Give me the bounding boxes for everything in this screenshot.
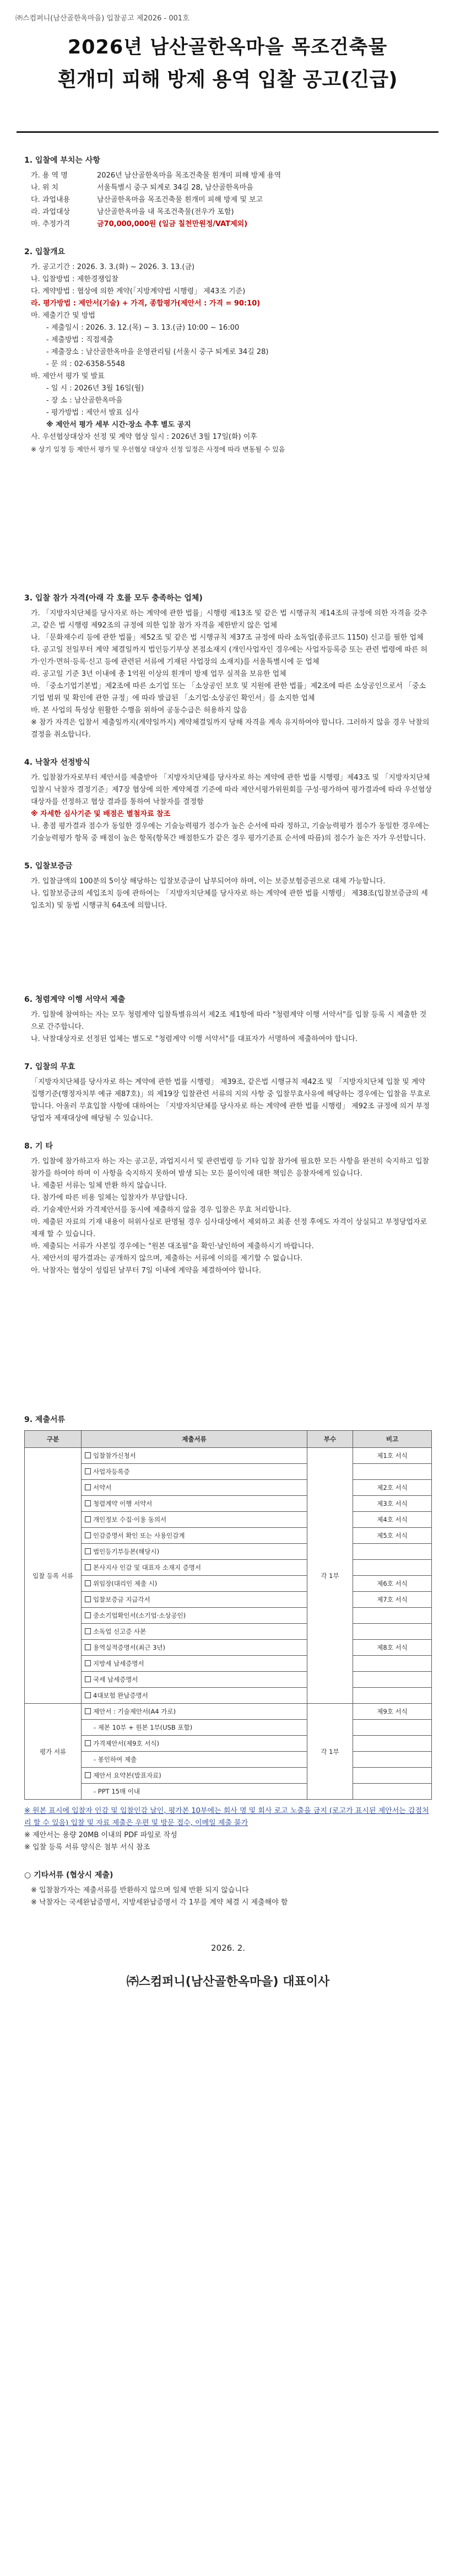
s1-row-price: 마. 추정가격 금70,000,000원 (일금 칠천만원정/VAT제외) — [31, 220, 248, 228]
s8-item: 라. 기술제안서와 가격제안서를 동시에 제출하지 않을 경우 입찰은 무효 처리합니다. — [31, 1206, 291, 1214]
document-name: 인감증명서 확인 또는 사용인감계 — [93, 1532, 185, 1539]
remark-cell — [353, 1688, 432, 1704]
document-name: 위임장(대리인 제출 시) — [93, 1580, 158, 1587]
s2-method: 나. 입찰방법 : 제한경쟁입찰 — [31, 275, 119, 283]
title-divider — [17, 131, 438, 133]
checkbox-icon — [85, 1676, 91, 1682]
s2-presentation-note: ※ 제안서 평가 세부 시간·장소 추후 별도 공지 — [46, 421, 191, 429]
document-name: 청렴계약 이행 서약서 — [93, 1500, 153, 1507]
footer-date: 2026. 2. — [210, 1943, 246, 1953]
checkbox-icon — [85, 1580, 91, 1586]
s3-item: 바. 본 사업의 특성상 원활한 수행을 위하여 공동수급은 허용하지 않음 — [31, 706, 247, 715]
remark-cell — [353, 1784, 432, 1800]
document-name: 제안서 요약본(발표자료) — [93, 1772, 161, 1779]
s8-item: 사. 제안서의 평가결과는 공개하지 않으며, 제출하는 서류에 이의를 제기할 수 없습니다. — [31, 1254, 303, 1263]
s8-item: 가. 입찰에 참가하고자 하는 자는 공고문, 과업지시서 및 관련법령 등 기타 입찰 참가에 필요한 모든 사항을 완전히 숙지하고 입찰 참가를 하여야 하며 이 사항을 숙지하지 못하여 발생 되는 모든 불이익에 대한 책임은 응찰자에게 있습니다. — [31, 1157, 430, 1178]
table-row — [25, 1608, 432, 1624]
s2-period: 가. 공고기간 : 2026. 3. 3.(화) ~ 2026. 3. 13.(금) — [31, 263, 195, 271]
s8-item: 다. 참가에 따른 비용 일체는 입찰자가 부담합니다. — [31, 1194, 188, 1202]
s1-row: 가. 용 역 명 2026년 남산골한옥마을 목조건축물 흰개미 피해 방제 용역 — [31, 171, 281, 180]
table-row — [25, 1768, 432, 1784]
table-row — [25, 1560, 432, 1576]
section-1-heading: 1. 입찰에 부치는 사항 — [24, 156, 100, 165]
document-name: 가격제안서(제9호 서식) — [93, 1740, 159, 1747]
remark-cell: 제8호 서식 — [353, 1640, 432, 1656]
col-documents: 제출서류 — [82, 1431, 307, 1448]
col-category: 구분 — [25, 1431, 82, 1448]
table-row — [25, 1704, 432, 1720]
section-7-heading: 7. 입찰의 무효 — [24, 1062, 75, 1071]
checkbox-icon — [85, 1596, 91, 1602]
remark-cell: 제1호 서식 — [353, 1448, 432, 1464]
table-row — [25, 1624, 432, 1640]
document-name: 4대보험 완납증명서 — [93, 1692, 148, 1699]
document-cell — [82, 1704, 307, 1720]
s8-item: 아. 낙찰자는 협상이 성립된 날부터 7일 이내에 계약을 체결하여야 합니다. — [31, 1266, 261, 1275]
document-cell — [82, 1528, 307, 1544]
document-cell — [82, 1688, 307, 1704]
document-cell — [82, 1672, 307, 1688]
announcement-number: ㈜스컴퍼니(남산골한옥마을) 입찰공고 제2026 - 001호 — [15, 14, 189, 23]
s9-note-1: ※ 원본 표시에 입찰자 인감 및 입찰인감 날인, 평가본 10부에는 회사 명 및 회사 로고 노출을 금지 (로고가 표시된 제안서는 감점처리 할 수 있음) 입찰 및 자료 제출은 우편 및 방문 접수, 이메일 제출 불가 — [24, 1807, 429, 1827]
document-cell — [82, 1576, 307, 1592]
checkbox-icon — [85, 1692, 91, 1698]
remark-cell — [353, 1752, 432, 1768]
section-2-heading: 2. 입찰개요 — [24, 248, 66, 256]
checkbox-icon — [85, 1500, 91, 1506]
checkbox-icon — [85, 1708, 91, 1714]
s1-row: 라. 과업대상 남산골한옥마을 내 목조건축물(전우가 포함) — [31, 208, 234, 216]
document-cell — [82, 1752, 307, 1768]
title-line-2: 흰개미 피해 방제 용역 입찰 공고(긴급) — [57, 68, 398, 91]
remark-cell: 제6호 서식 — [353, 1576, 432, 1592]
document-name: - 제본 10부 + 원본 1부(USB 포함) — [94, 1724, 193, 1731]
table-row — [25, 1464, 432, 1480]
s2-submission-place: - 제출장소 : 남산골한옥마을 운영관리팀 (서울시 중구 퇴계로 34길 28) — [46, 348, 269, 356]
s2-submission-method: - 제출방법 : 직접제출 — [46, 336, 113, 344]
document-name: 용역실적증명서(최근 3년) — [93, 1644, 166, 1651]
checkbox-icon — [85, 1772, 91, 1778]
table-row — [25, 1480, 432, 1496]
document-cell — [82, 1448, 307, 1464]
col-remarks: 비고 — [353, 1431, 432, 1448]
remark-cell: 제4호 서식 — [353, 1512, 432, 1528]
table-row — [25, 1448, 432, 1464]
remark-cell — [353, 1464, 432, 1480]
s3-item: 나. 「문화재수리 등에 관한 법률」제52조 및 같은 법 시행규칙 제37조 규정에 따라 소독업(종류코드 1150) 신고를 필한 업체 — [31, 634, 424, 642]
s8-item: 마. 제출된 자료의 기재 내용이 허위사실로 판명될 경우 심사대상에서 제외하고 최종 선정 후에도 자격이 상실되고 부정당업자로 제재 할 수 있습니다. — [31, 1218, 427, 1238]
table-row — [25, 1544, 432, 1560]
document-name: 중소기업확인서(소기업·소상공인) — [93, 1612, 186, 1619]
remark-cell — [353, 1736, 432, 1752]
section-2-list — [24, 261, 432, 455]
section-5-list — [24, 876, 432, 912]
document-cell — [82, 1768, 307, 1784]
section-6-list — [24, 1009, 432, 1045]
document-cell — [82, 1512, 307, 1528]
section-4-list — [24, 772, 432, 845]
table-row — [25, 1512, 432, 1528]
s6-item-a: 가. 입찰에 참여하는 자는 모두 청렴계약 입찰특별유의서 제2조 제1항에 따라 "청렴계약 이행 서약서"를 입찰 등록 시 제출한 것으로 간주합니다. — [31, 1011, 427, 1031]
document-name: 입찰보증금 지급각서 — [93, 1596, 150, 1603]
table-row — [25, 1784, 432, 1800]
section-3-heading: 3. 입찰 참가 자격(아래 각 호를 모두 충족하는 업체) — [24, 594, 203, 603]
document-cell — [82, 1656, 307, 1672]
checkbox-icon — [85, 1740, 91, 1746]
other-docs-list — [24, 1885, 432, 1909]
checkbox-icon — [85, 1532, 91, 1538]
document-name: 국세 납세증명서 — [93, 1676, 138, 1683]
document-cell — [82, 1736, 307, 1752]
s4-item-b: 나. 총점 평가결과 점수가 동일한 경우에는 기술능력평가 점수가 높은 순서에 따라 정하고, 기술능력평가 점수가 동일한 경우에는 기술능력평가 항목 중 배점이 높은 항목(항목간 배점한도가 같은 경우 평가기준표 순서에 따름)의 점수가 높은 자가 우선합니다. — [31, 822, 430, 842]
section-3-list — [24, 608, 432, 741]
remark-cell: 제2호 서식 — [353, 1480, 432, 1496]
s3-item: ※ 참가 자격은 입찰서 제출일까지(계약일까지) 계약체결일까지 당해 자격을 계속 유지하여야 합니다. 그러하지 않을 경우 낙찰의 결정을 취소합니다. — [31, 718, 430, 739]
checkbox-icon — [85, 1452, 91, 1458]
remark-cell — [353, 1672, 432, 1688]
document-cell — [82, 1624, 307, 1640]
table-row — [25, 1672, 432, 1688]
section-8-list — [24, 1156, 432, 1277]
table-row — [25, 1640, 432, 1656]
s2-presentation-date: - 일 시 : 2026년 3월 16일(월) — [46, 384, 144, 393]
group-label: 입찰 등록 서류 — [25, 1448, 82, 1704]
document-name: - PPT 15매 이내 — [94, 1788, 140, 1795]
table-row — [25, 1528, 432, 1544]
s6-item-b: 나. 낙찰대상자로 선정된 업체는 별도로 "청렴계약 이행 서약서"를 대표자가 서명하여 제출하여야 합니다. — [31, 1035, 358, 1043]
checkbox-icon — [85, 1612, 91, 1618]
page-title — [0, 32, 455, 92]
footer-organization: ㈜스컴퍼니(남산골한옥마을) 대표이사 — [126, 1975, 330, 1989]
document-cell — [82, 1784, 307, 1800]
s3-item: 라. 공고일 기준 3년 이내에 총 1억원 이상의 흰개미 방제 업무 실적을 보유한 업체 — [31, 670, 286, 678]
remark-cell — [353, 1720, 432, 1736]
table-row — [25, 1720, 432, 1736]
s9-note-2: ※ 제안서는 용량 20MB 이내의 PDF 파일로 작성 — [24, 1831, 177, 1839]
section-4-heading: 4. 낙찰자 선정방식 — [24, 758, 90, 767]
document-cell — [82, 1480, 307, 1496]
s1-row: 나. 위 치 서울특별시 중구 퇴계로 34길 28, 남산골한옥마을 — [31, 184, 253, 192]
other-docs-item: ※ 입찰참가자는 제출서류를 반환하지 않으며 일체 반환 되지 않습니다 — [31, 1886, 249, 1895]
remark-cell — [353, 1608, 432, 1624]
s8-item: 나. 제출된 서류는 일체 반환 하지 않습니다. — [31, 1182, 167, 1190]
col-count: 부수 — [307, 1431, 353, 1448]
table-row — [25, 1656, 432, 1672]
section-1-list — [24, 170, 432, 230]
s2-evaluation: 라. 평가방법 : 제안서(기술) + 가격, 종합평가(제안서 : 가격 = 90:10) — [31, 299, 261, 308]
checkbox-icon — [85, 1564, 91, 1570]
s2-presentation-method: - 평가방법 : 제안서 발표 심사 — [46, 409, 139, 417]
document-cell — [82, 1720, 307, 1736]
remark-cell — [353, 1656, 432, 1672]
document-name: 서약서 — [93, 1484, 112, 1491]
submission-table — [24, 1430, 432, 1800]
table-row — [25, 1496, 432, 1512]
section-5-heading: 5. 입찰보증금 — [24, 862, 73, 871]
document-name: 지방세 납세증명서 — [93, 1660, 144, 1667]
s3-item: 가. 「지방자치단체를 당사자로 하는 계약에 관한 법률」시행령 제13조 및 같은 법 시행규칙 제14조의 규정에 의한 자격을 갖추고, 같은 법 시행령 제92조의 규정에 의한 입찰 참가 자격을 제한받지 않은 업체 — [31, 609, 427, 630]
section-9-heading: 9. 제출서류 — [24, 1415, 66, 1424]
document-cell — [82, 1640, 307, 1656]
count-cell: 각 1부 — [307, 1448, 353, 1704]
document-cell — [82, 1544, 307, 1560]
remark-cell — [353, 1544, 432, 1560]
document-name: 개인정보 수집·이용 동의서 — [93, 1516, 167, 1523]
s2-submission-date: - 제출일시 : 2026. 3. 12.(목) ~ 3. 13.(금) 10:00 ~ 16:00 — [46, 324, 240, 332]
s1-row: 다. 과업내용 남산골한옥마을 목조건축물 흰개미 피해 방제 및 보고 — [31, 196, 263, 204]
group-label: 평가 서류 — [25, 1704, 82, 1800]
s3-item: 마. 「중소기업기본법」제2조에 따른 소기업 또는 「소상공인 보호 및 지원에 관한 법률」제2조에 따른 소상공인으로서 「중소기업 범위 및 확인에 관한 규정」에 따라 발급된 「소기업·소상공인 확인서」를 소지한 업체 — [31, 682, 426, 702]
checkbox-icon — [85, 1548, 91, 1554]
document-cell — [82, 1464, 307, 1480]
document-cell — [82, 1608, 307, 1624]
document-cell — [82, 1592, 307, 1608]
s5-item-b: 나. 입찰보증금의 세입조치 등에 관하여는 「지방자치단체를 당사자로 하는 계약에 관한 법률 시행령」 제38조(입찰보증금의 세입조치) 및 동법 시행규칙 64조에 의합니다. — [31, 889, 428, 910]
s9-note-3: ※ 입찰 등록 서류 양식은 첨부 서식 참조 — [24, 1843, 150, 1852]
s4-warning: ※ 자세한 심사기준 및 배점은 별첨자료 참조 — [31, 810, 171, 818]
s9-notes — [24, 1805, 432, 1854]
s2-note: ※ 상기 일정 등 제안서 평가 및 우선협상 대상자 선정 일정은 사정에 따라 변동될 수 있음 — [31, 446, 285, 453]
table-row — [25, 1576, 432, 1592]
s3-item: 다. 공고일 전일부터 계약 체결일까지 법인등기부상 본점소재지 (개인사업자인 경우에는 사업자등록증 또는 관련 법령에 따른 허가·인가·면허·등록·신고 등에 관련된 서류에 기재된 사업장의 소재지)를 서울특별시에 둔 업체 — [31, 646, 428, 666]
other-docs-heading: ○ 기타서류 (협상시 제출) — [24, 1871, 113, 1880]
s5-item-a: 가. 입찰금액의 100분의 5이상 해당하는 입찰보증금이 납부되어야 하며, 이는 보증보험증권으로 대체 가능합니다. — [31, 877, 386, 886]
checkbox-icon — [85, 1644, 91, 1650]
document-name: 사업자등록증 — [93, 1468, 130, 1475]
s4-item-a: 가. 입찰참가자로부터 제안서를 제출받아 「지방자치단체를 당사자로 하는 계약에 관한 법률 시행령」제43조 및 「지방자치단체 입찰시 낙찰자 결정기준」제7장 협상에 의한 계약체결 기준에 따라 제안서평가위원회를 구성·평가하여 평가결과에 따라 우선협상대상자를 선정하고 협상 결과를 통하여 낙찰자를 결정함 — [31, 774, 432, 806]
table-header-row — [25, 1431, 432, 1448]
table-row — [25, 1688, 432, 1704]
s2-presentation: 바. 제안서 평가 및 발표 — [31, 372, 105, 380]
s2-contact: - 문 의 : 02-6358-5548 — [46, 360, 125, 368]
checkbox-icon — [85, 1468, 91, 1474]
s2-submission: 마. 제출기간 및 방법 — [31, 312, 95, 320]
remark-cell — [353, 1560, 432, 1576]
document-name: - 봉인하여 제출 — [94, 1756, 137, 1763]
s7-text: 「지방자치단체를 당사자로 하는 계약에 관한 법률 시행령」 제39조, 같은법 시행규칙 제42조 및 「지방자치단체 입찰 및 계약 집행기준(행정자치부 예규 제87호)」의 제19장 입찰관련 서류의 지의 사항 중 입찰무효사유에 해당하는 경우에는 입찰을 무효로 합니다. 아울러 무효입찰 사항에 대하여는 「지방자치단체를 당사자로 하는 계약에 관한 법률 시행령」 제92조 규정에 의거 부정당업자 제재대상에 해당될 수 있습니다. — [31, 1078, 431, 1123]
remark-cell: 제3호 서식 — [353, 1496, 432, 1512]
table-row — [25, 1736, 432, 1752]
other-docs-item: ※ 낙찰자는 국세완납증명서, 지방세완납증명서 각 1부를 계약 체결 시 제출해야 함 — [31, 1898, 288, 1907]
s2-presentation-place: - 장 소 : 남산골한옥마을 — [46, 396, 123, 405]
document-cell — [82, 1496, 307, 1512]
table-row — [25, 1752, 432, 1768]
checkbox-icon — [85, 1484, 91, 1490]
remark-cell — [353, 1768, 432, 1784]
document-name: 법인등기부등본(해당시) — [93, 1548, 160, 1555]
remark-cell — [353, 1624, 432, 1640]
remark-cell: 제5호 서식 — [353, 1528, 432, 1544]
title-line-1: 2026년 남산골한옥마을 목조건축물 — [67, 36, 388, 58]
document-name: 입찰참가신청서 — [93, 1452, 136, 1459]
section-8-heading: 8. 기 타 — [24, 1142, 53, 1151]
document-body — [24, 154, 432, 1988]
document-cell — [82, 1560, 307, 1576]
count-cell: 각 1부 — [307, 1704, 353, 1800]
s8-item: 바. 제출되는 서류가 사본일 경우에는 "원본 대조필"을 확인·날인하여 제출하시기 바랍니다. — [31, 1242, 314, 1251]
remark-cell: 제7호 서식 — [353, 1592, 432, 1608]
s2-negotiation: 사. 우선협상대상자 선정 및 계약 협상 일시 : 2026년 3월 17일(화) 이후 — [31, 433, 257, 441]
table-row — [25, 1592, 432, 1608]
section-6-heading: 6. 청렴계약 이행 서약서 제출 — [24, 995, 126, 1004]
checkbox-icon — [85, 1660, 91, 1666]
document-name: 본사지사 인감 및 대표자 소재지 증명서 — [93, 1564, 202, 1571]
document-name: 제안서 : 기술제안서(A4 가로) — [93, 1708, 176, 1715]
checkbox-icon — [85, 1628, 91, 1634]
remark-cell: 제9호 서식 — [353, 1704, 432, 1720]
document-name: 소독업 신고증 사본 — [93, 1628, 147, 1635]
checkbox-icon — [85, 1516, 91, 1522]
s2-contract: 다. 계약방법 : 협상에 의한 계약(「지방계약법 시행령」 제43조 기준) — [31, 287, 246, 296]
